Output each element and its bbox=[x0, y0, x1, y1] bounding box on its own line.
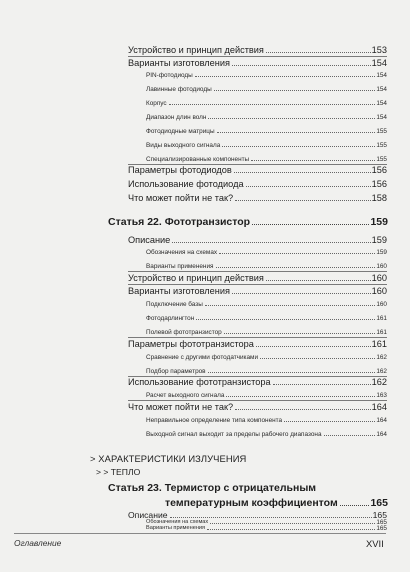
toc-subentry-page: 160 bbox=[376, 300, 387, 308]
toc-entry-page: 158 bbox=[371, 192, 387, 203]
toc-subentry-page: 165 bbox=[376, 518, 387, 526]
toc-entry[interactable] bbox=[128, 44, 387, 55]
toc-subentry-page: 155 bbox=[376, 127, 387, 135]
dot-leader bbox=[232, 64, 371, 66]
toc-subentry-page: 164 bbox=[376, 416, 387, 424]
dot-leader bbox=[205, 304, 376, 306]
toc-chapter[interactable] bbox=[108, 213, 388, 227]
toc-entry-page: 159 bbox=[371, 234, 387, 245]
toc-entry[interactable] bbox=[128, 164, 387, 175]
toc-subentry-page: 165 bbox=[376, 524, 387, 532]
dot-leader bbox=[196, 318, 375, 320]
toc-subentry-page: 163 bbox=[376, 391, 387, 399]
toc-subentry-title: PIN-фотодиоды bbox=[146, 71, 193, 79]
toc-subentry[interactable] bbox=[146, 70, 387, 79]
footer-page-number: XVII bbox=[366, 538, 384, 549]
toc-subentry[interactable] bbox=[146, 261, 387, 270]
toc-chapter-page: 165 bbox=[370, 496, 388, 509]
toc-entry-page: 153 bbox=[371, 44, 387, 55]
dot-leader bbox=[169, 103, 376, 105]
dot-leader bbox=[207, 528, 375, 530]
toc-entry[interactable] bbox=[128, 401, 387, 412]
toc-subentry[interactable] bbox=[146, 352, 387, 361]
toc-entry-page: 161 bbox=[371, 338, 387, 349]
toc-entry-page: 165 bbox=[372, 510, 387, 521]
toc-subentry[interactable] bbox=[146, 98, 387, 107]
toc-subentry[interactable] bbox=[146, 366, 387, 375]
dot-leader bbox=[252, 223, 369, 225]
toc-subentry-page: 160 bbox=[376, 262, 387, 270]
toc-entry-title: Что может пойти не так? bbox=[128, 192, 234, 203]
toc-entry-title: Устройство и принцип действия bbox=[128, 44, 264, 55]
toc-subentry[interactable] bbox=[146, 247, 387, 256]
toc-entry-page: 162 bbox=[371, 376, 387, 387]
dot-leader bbox=[284, 420, 375, 422]
dot-leader bbox=[170, 516, 372, 518]
dot-leader bbox=[234, 171, 371, 173]
toc-subentry-page: 154 bbox=[376, 85, 387, 93]
dot-leader bbox=[224, 332, 376, 334]
toc-subentry[interactable] bbox=[146, 112, 387, 121]
toc-entry-title: Описание bbox=[128, 234, 171, 245]
toc-subentry-title: Варианты применения bbox=[146, 262, 214, 270]
toc-entry[interactable] bbox=[128, 192, 387, 203]
dot-leader bbox=[256, 345, 371, 347]
toc-subentry-page: 161 bbox=[376, 328, 387, 336]
toc-entry-page: 164 bbox=[371, 401, 387, 412]
toc-subentry-title: Обозначения на схемах bbox=[146, 248, 218, 256]
toc-entry[interactable] bbox=[128, 57, 387, 68]
toc-entry-title: Использование фотодиода bbox=[128, 178, 244, 189]
toc-chapter-title: Статья 22. Фототранзистор bbox=[108, 215, 251, 228]
toc-subentry[interactable] bbox=[146, 429, 387, 438]
toc-subentry-title: Варианты применения bbox=[146, 525, 206, 532]
toc-subentry-title: Обозначения на схемах bbox=[146, 519, 209, 526]
dot-leader bbox=[324, 434, 376, 436]
dot-leader bbox=[260, 357, 375, 359]
toc-entry-title: Описание bbox=[128, 510, 168, 521]
dot-leader bbox=[216, 266, 376, 268]
toc-chapter-title-line2: температурным коэффициентом bbox=[165, 496, 338, 509]
toc-subentry-title: Диапазон длин волн bbox=[146, 113, 207, 121]
toc-subentry-page: 155 bbox=[376, 155, 387, 163]
toc-subentry-page: 162 bbox=[376, 353, 387, 361]
toc-entry-title: Что может пойти не так? bbox=[128, 401, 234, 412]
dot-leader bbox=[273, 383, 371, 385]
toc-subentry[interactable] bbox=[146, 390, 387, 399]
toc-subentry-page: 154 bbox=[376, 99, 387, 107]
dot-leader bbox=[235, 408, 371, 410]
dot-leader bbox=[246, 185, 371, 187]
toc-subentry[interactable] bbox=[146, 154, 387, 163]
toc-subentry[interactable] bbox=[146, 299, 387, 308]
toc-entry[interactable] bbox=[128, 234, 387, 245]
toc-subentry[interactable] bbox=[146, 140, 387, 149]
dot-leader bbox=[208, 371, 376, 373]
toc-subentry-title: Лавинные фотодиоды bbox=[146, 85, 212, 93]
toc-subentry-title: Фотодиодные матрицы bbox=[146, 127, 215, 135]
toc-entry[interactable] bbox=[128, 272, 387, 283]
toc-entry-title: Устройство и принцип действия bbox=[128, 272, 264, 283]
dot-leader bbox=[266, 51, 371, 53]
dot-leader bbox=[210, 522, 375, 524]
toc-subentry[interactable] bbox=[146, 84, 387, 93]
toc-entry[interactable] bbox=[128, 338, 387, 349]
toc-subentry-page: 161 bbox=[376, 314, 387, 322]
toc-subentry-page: 164 bbox=[376, 430, 387, 438]
toc-entry-page: 160 bbox=[371, 272, 387, 283]
dot-leader bbox=[214, 89, 376, 91]
toc-entry-title: Параметры фототранзистора bbox=[128, 338, 254, 349]
toc-subentry[interactable] bbox=[146, 126, 387, 135]
toc-chapter-title-line1[interactable]: Статья 23. Термистор с отрицательным bbox=[108, 482, 317, 494]
toc-subentry-page: 162 bbox=[376, 367, 387, 375]
toc-subentry-page: 159 bbox=[376, 248, 387, 256]
dot-leader bbox=[340, 504, 370, 506]
toc-subentry-page: 154 bbox=[376, 113, 387, 121]
toc-entry-page: 160 bbox=[371, 285, 387, 296]
toc-entry[interactable] bbox=[128, 285, 387, 296]
subsection-heading[interactable]: > > ТЕПЛО bbox=[96, 467, 141, 477]
toc-entry-title: Использование фототранзистора bbox=[128, 376, 271, 387]
toc-entry-page: 156 bbox=[371, 164, 387, 175]
dot-leader bbox=[208, 117, 375, 119]
toc-entry-page: 156 bbox=[371, 178, 387, 189]
toc-subentry-title: Подключение базы bbox=[146, 300, 203, 308]
toc-chapter[interactable] bbox=[165, 494, 388, 508]
toc-subentry-title: Корпус bbox=[146, 99, 167, 107]
toc-subentry-title: Специализированные компоненты bbox=[146, 155, 250, 163]
toc-subentry-title: Неправильное определение типа компонента bbox=[146, 416, 283, 424]
dot-leader bbox=[195, 75, 376, 77]
dot-leader bbox=[266, 279, 371, 281]
toc-entry[interactable] bbox=[128, 376, 387, 387]
toc-entry-page: 154 bbox=[371, 57, 387, 68]
toc-entry[interactable] bbox=[128, 178, 387, 189]
toc-subentry-title: Выходной сигнал выходит за пределы рабочего диапазона bbox=[146, 430, 322, 438]
toc-chapter-page: 159 bbox=[370, 215, 388, 228]
toc-subentry-title: Полевой фототранзистор bbox=[146, 328, 222, 336]
dot-leader bbox=[217, 131, 376, 133]
dot-leader bbox=[172, 241, 370, 243]
toc-subentry-title: Сравнение с другими фотодатчиками bbox=[146, 353, 259, 361]
toc-subentry-page: 155 bbox=[376, 141, 387, 149]
dot-leader bbox=[219, 252, 375, 254]
section-heading[interactable]: > ХАРАКТЕРИСТИКИ ИЗЛУЧЕНИЯ bbox=[90, 453, 247, 464]
toc-subentry[interactable] bbox=[146, 415, 387, 424]
dot-leader bbox=[232, 292, 371, 294]
toc-entry-title: Варианты изготовления bbox=[128, 285, 230, 296]
toc-subentry-page: 154 bbox=[376, 71, 387, 79]
toc-subentry-title: Подбор параметров bbox=[146, 367, 206, 375]
toc-subentry-title: Виды выходного сигнала bbox=[146, 141, 221, 149]
toc-subentry[interactable] bbox=[146, 327, 387, 336]
toc-subentry[interactable] bbox=[146, 313, 387, 322]
dot-leader bbox=[222, 145, 375, 147]
toc-entry-title: Параметры фотодиодов bbox=[128, 164, 232, 175]
dot-leader bbox=[235, 199, 371, 201]
toc-entry-title: Варианты изготовления bbox=[128, 57, 230, 68]
dot-leader bbox=[226, 395, 375, 397]
toc-subentry[interactable] bbox=[146, 526, 387, 532]
footer-section-label: Оглавление bbox=[14, 538, 62, 548]
toc-subentry-title: Расчет выходного сигнала bbox=[146, 391, 225, 399]
toc-subentry-title: Фотодарлингтон bbox=[146, 314, 195, 322]
footer-rule bbox=[14, 533, 386, 534]
dot-leader bbox=[251, 159, 375, 161]
